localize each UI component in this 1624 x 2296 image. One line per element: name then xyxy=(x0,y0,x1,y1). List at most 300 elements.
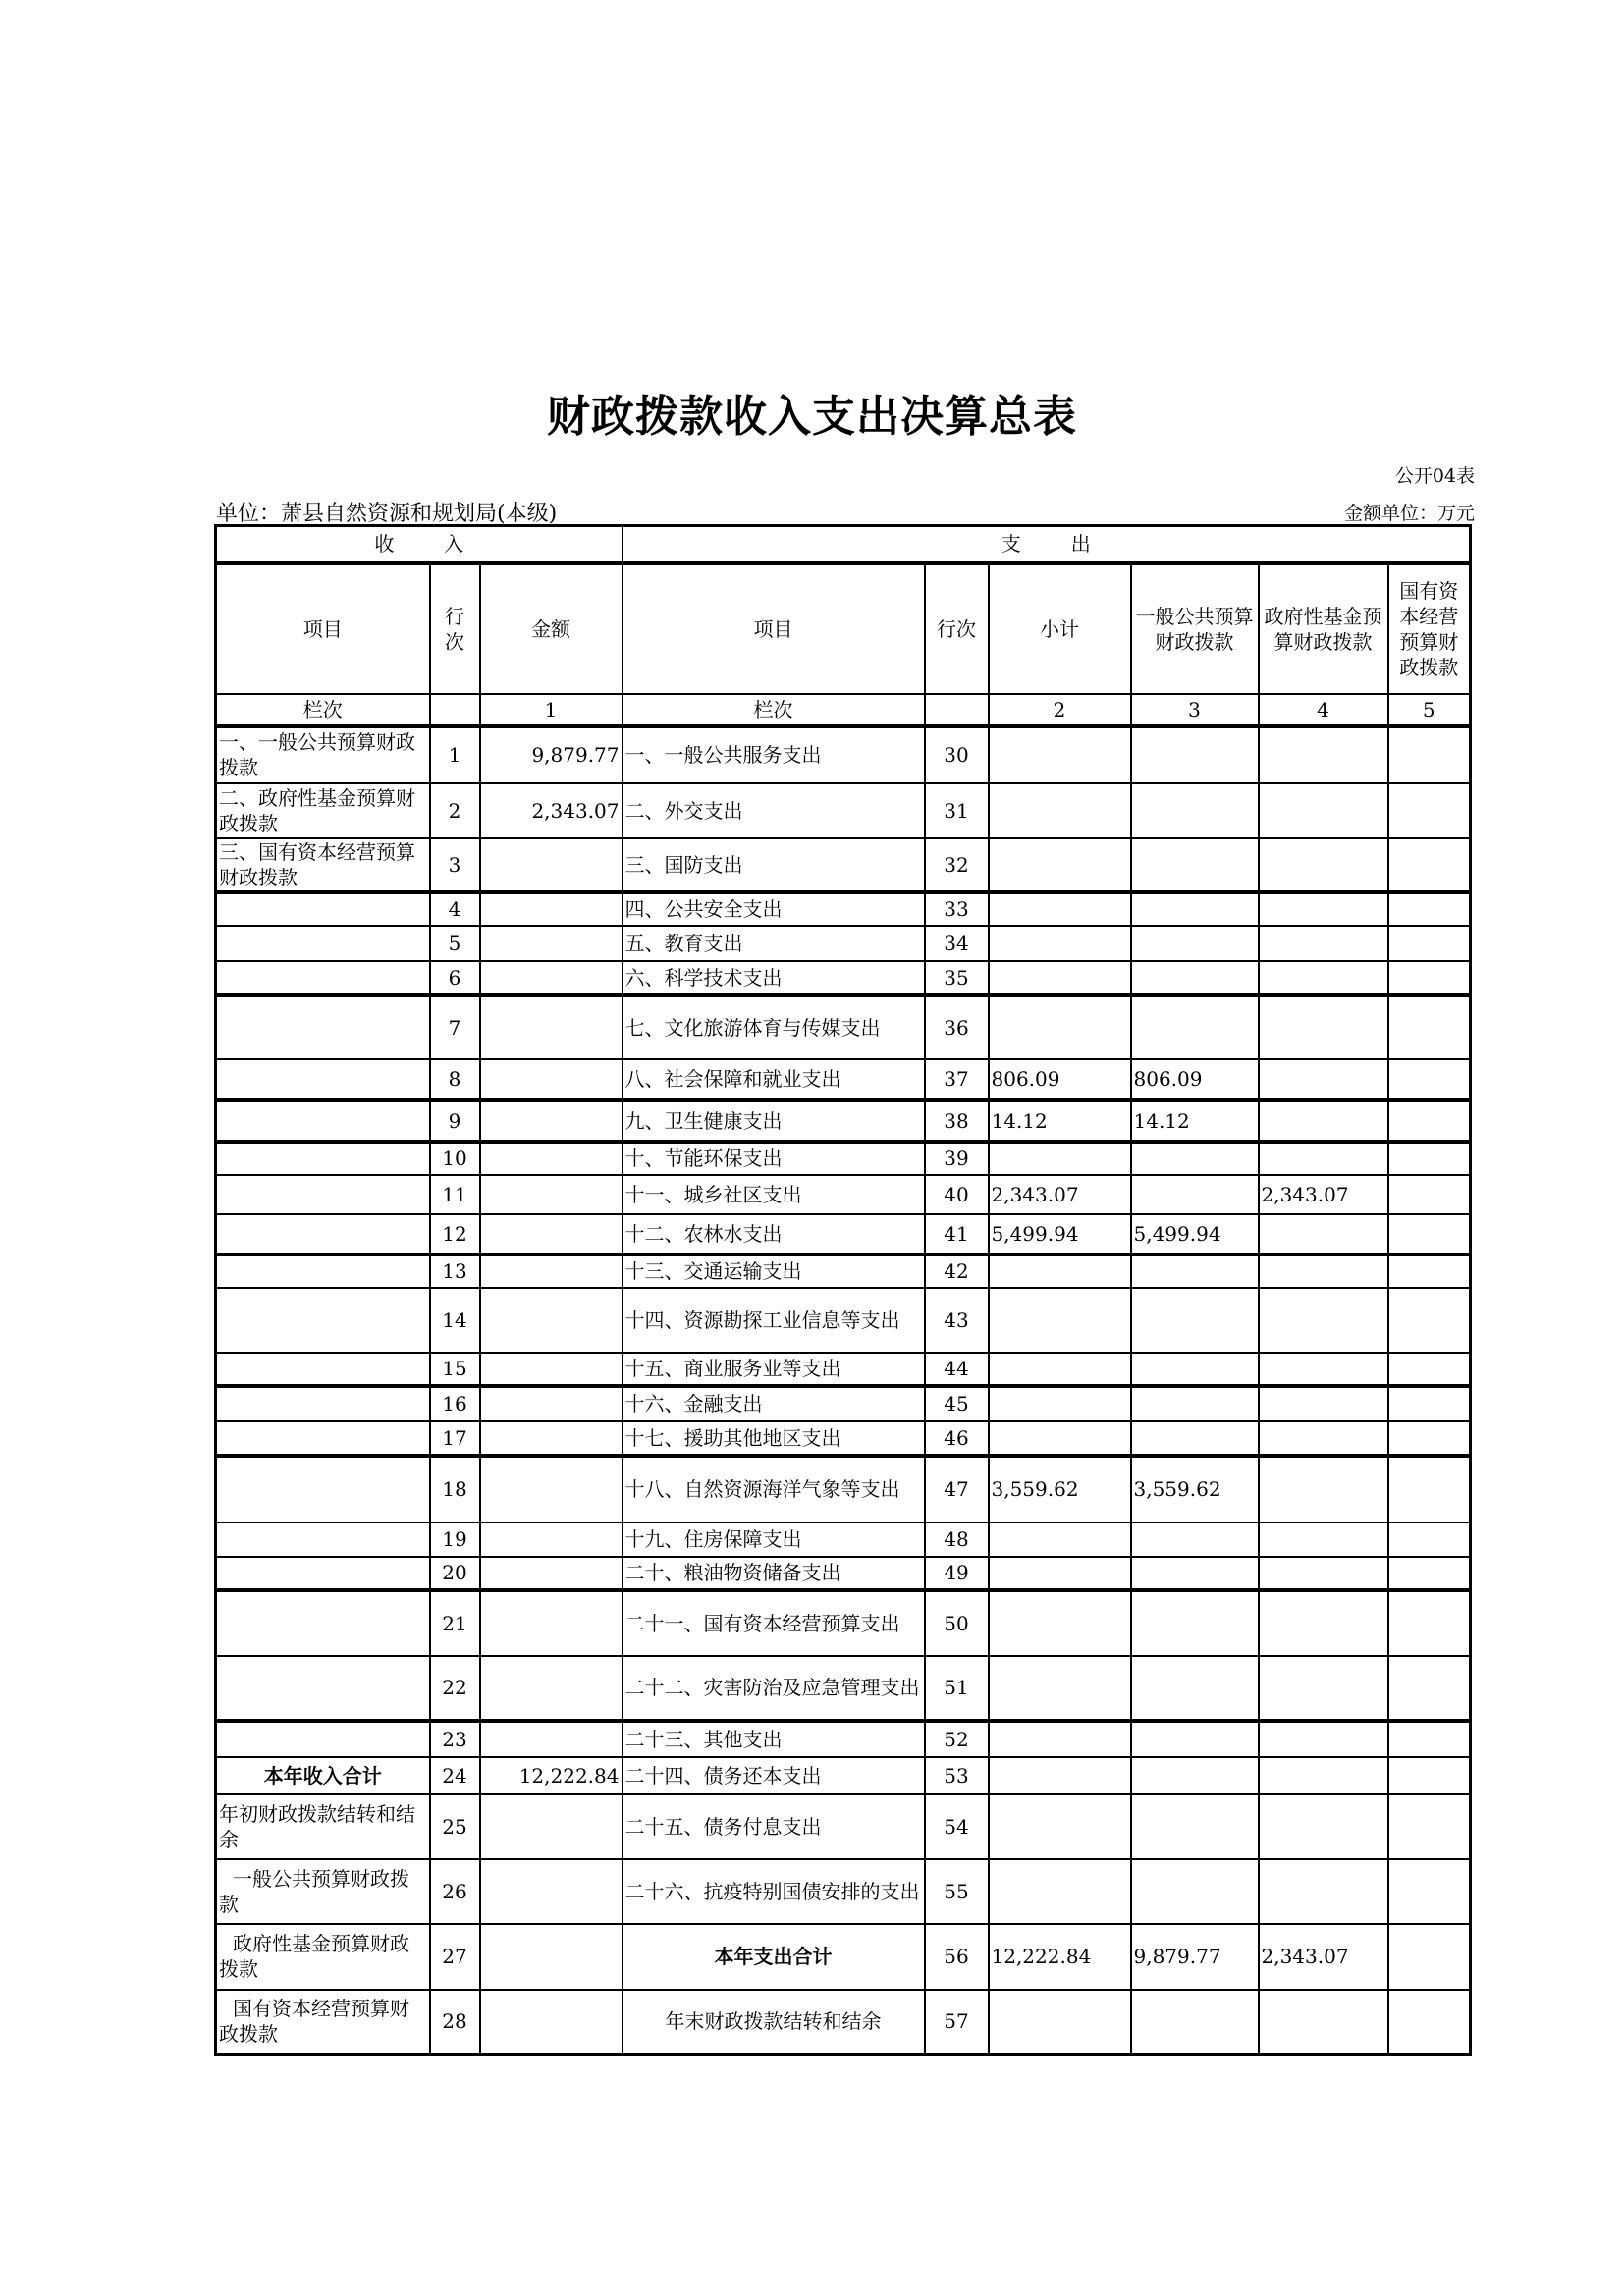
state-capital-amount xyxy=(1388,1421,1471,1456)
gov-fund-amount xyxy=(1259,926,1388,961)
expense-item: 七、文化旅游体育与传媒支出 xyxy=(623,995,925,1059)
income-amount: 9,879.77 xyxy=(480,726,623,783)
table-row xyxy=(216,1757,1471,1794)
income-row-number: 27 xyxy=(430,1924,480,1990)
col-header-general-budget: 一般公共预算财政拨款 xyxy=(1131,563,1259,694)
state-capital-amount xyxy=(1388,1590,1471,1656)
income-item xyxy=(216,1175,430,1214)
income-amount xyxy=(480,1100,623,1142)
gov-fund-amount xyxy=(1259,1100,1388,1142)
state-capital-amount xyxy=(1388,1288,1471,1353)
subtotal-amount xyxy=(989,838,1131,892)
state-capital-amount xyxy=(1388,1175,1471,1214)
income-item xyxy=(216,1214,430,1255)
col-header-expense-item: 项目 xyxy=(623,563,925,694)
subtotal-amount xyxy=(989,1656,1131,1721)
state-capital-amount xyxy=(1388,1255,1471,1288)
income-row-number: 21 xyxy=(430,1590,480,1656)
expense-item: 二十四、债务还本支出 xyxy=(623,1757,925,1794)
general-budget-amount xyxy=(1131,1175,1259,1214)
expense-item: 十八、自然资源海洋气象等支出 xyxy=(623,1456,925,1522)
expense-row-number: 40 xyxy=(925,1175,989,1214)
income-row-number: 1 xyxy=(430,726,480,783)
expense-row-number: 47 xyxy=(925,1456,989,1522)
income-amount xyxy=(480,1214,623,1255)
gov-fund-amount xyxy=(1259,1590,1388,1656)
gov-fund-amount xyxy=(1259,1721,1388,1757)
general-budget-amount xyxy=(1131,1421,1259,1456)
income-amount xyxy=(480,1353,623,1386)
expense-item: 二、外交支出 xyxy=(623,783,925,838)
expense-row-number: 52 xyxy=(925,1721,989,1757)
table-row xyxy=(216,1142,1471,1175)
income-row-number: 25 xyxy=(430,1794,480,1859)
expense-row-number: 31 xyxy=(925,783,989,838)
gov-fund-amount xyxy=(1259,1214,1388,1255)
gov-fund-amount: 2,343.07 xyxy=(1259,1924,1388,1990)
income-amount xyxy=(480,1255,623,1288)
general-budget-amount: 5,499.94 xyxy=(1131,1214,1259,1255)
expense-row-number: 43 xyxy=(925,1288,989,1353)
general-budget-amount xyxy=(1131,1288,1259,1353)
income-item: 三、国有资本经营预算财政拨款 xyxy=(216,838,430,892)
general-budget-amount xyxy=(1131,783,1259,838)
expense-item: 十三、交通运输支出 xyxy=(623,1255,925,1288)
income-amount xyxy=(480,961,623,995)
subtotal-amount xyxy=(989,1421,1131,1456)
state-capital-amount xyxy=(1388,1757,1471,1794)
subtotal-amount xyxy=(989,1288,1131,1353)
general-budget-amount xyxy=(1131,995,1259,1059)
income-amount xyxy=(480,1059,623,1100)
table-row xyxy=(216,1353,1471,1386)
expense-item: 本年支出合计 xyxy=(623,1924,925,1990)
col-header-gov-fund: 政府性基金预算财政拨款 xyxy=(1259,563,1388,694)
gov-fund-amount xyxy=(1259,1386,1388,1421)
expense-row-number: 49 xyxy=(925,1557,989,1590)
income-item: 一般公共预算财政拨款 xyxy=(216,1859,430,1924)
income-item: 国有资本经营预算财政拨款 xyxy=(216,1990,430,2055)
state-capital-amount xyxy=(1388,1794,1471,1859)
general-budget-amount xyxy=(1131,1353,1259,1386)
income-row-number: 23 xyxy=(430,1721,480,1757)
subtotal-amount: 806.09 xyxy=(989,1059,1131,1100)
expense-row-number: 46 xyxy=(925,1421,989,1456)
state-capital-amount xyxy=(1388,892,1471,926)
income-row-number: 11 xyxy=(430,1175,480,1214)
state-capital-amount xyxy=(1388,1924,1471,1990)
expense-item: 四、公共安全支出 xyxy=(623,892,925,926)
income-item xyxy=(216,1590,430,1656)
subtotal-amount xyxy=(989,1557,1131,1590)
expense-item: 三、国防支出 xyxy=(623,838,925,892)
subtotal-amount xyxy=(989,1590,1131,1656)
gov-fund-amount xyxy=(1259,1255,1388,1288)
general-budget-amount xyxy=(1131,1142,1259,1175)
income-row-number: 22 xyxy=(430,1656,480,1721)
subtotal-amount xyxy=(989,1142,1131,1175)
gov-fund-amount xyxy=(1259,892,1388,926)
expense-row-number: 51 xyxy=(925,1656,989,1721)
income-amount xyxy=(480,1859,623,1924)
state-capital-amount xyxy=(1388,961,1471,995)
subtotal-amount: 2,343.07 xyxy=(989,1175,1131,1214)
table-row xyxy=(216,1794,1471,1859)
currency-unit: 金额单位：万元 xyxy=(1343,503,1475,524)
income-row-number: 10 xyxy=(430,1142,480,1175)
income-amount xyxy=(480,892,623,926)
subtotal-amount xyxy=(989,1794,1131,1859)
subtotal-amount xyxy=(989,726,1131,783)
income-amount xyxy=(480,1175,623,1214)
state-capital-amount xyxy=(1388,1386,1471,1421)
general-budget-amount xyxy=(1131,726,1259,783)
page-title: 财政拨款收入支出决算总表 xyxy=(547,392,1077,442)
income-item xyxy=(216,1386,430,1421)
state-capital-amount xyxy=(1388,926,1471,961)
income-item xyxy=(216,1421,430,1456)
gov-fund-amount xyxy=(1259,1142,1388,1175)
state-capital-amount xyxy=(1388,726,1471,783)
subtotal-amount: 14.12 xyxy=(989,1100,1131,1142)
income-row-number: 18 xyxy=(430,1456,480,1522)
expense-row-number: 55 xyxy=(925,1859,989,1924)
state-capital-amount xyxy=(1388,1721,1471,1757)
income-item xyxy=(216,1255,430,1288)
income-item xyxy=(216,995,430,1059)
income-item: 二、政府性基金预算财政拨款 xyxy=(216,783,430,838)
state-capital-amount xyxy=(1388,1353,1471,1386)
income-amount xyxy=(480,1288,623,1353)
gov-fund-amount xyxy=(1259,995,1388,1059)
table-row xyxy=(216,1175,1471,1214)
expense-row-number: 53 xyxy=(925,1757,989,1794)
table-row xyxy=(216,1288,1471,1353)
income-row-number: 7 xyxy=(430,995,480,1059)
state-capital-amount xyxy=(1388,838,1471,892)
subtotal-amount xyxy=(989,1721,1131,1757)
gov-fund-amount xyxy=(1259,1288,1388,1353)
income-amount xyxy=(480,1142,623,1175)
expense-item: 十五、商业服务业等支出 xyxy=(623,1353,925,1386)
income-row-number: 6 xyxy=(430,961,480,995)
income-amount: 12,222.84 xyxy=(480,1757,623,1794)
expense-item: 十九、住房保障支出 xyxy=(623,1522,925,1557)
expense-item: 十二、农林水支出 xyxy=(623,1214,925,1255)
income-amount xyxy=(480,1557,623,1590)
expense-row-number: 39 xyxy=(925,1142,989,1175)
income-amount xyxy=(480,1456,623,1522)
general-budget-amount xyxy=(1131,1721,1259,1757)
income-item xyxy=(216,1059,430,1100)
income-amount xyxy=(480,1421,623,1456)
subtotal-amount xyxy=(989,783,1131,838)
subtotal-amount: 5,499.94 xyxy=(989,1214,1131,1255)
gov-fund-amount xyxy=(1259,1859,1388,1924)
subtotal-amount xyxy=(989,1386,1131,1421)
form-number: 公开04表 xyxy=(1394,465,1475,487)
general-budget-amount: 14.12 xyxy=(1131,1100,1259,1142)
income-amount xyxy=(480,1522,623,1557)
expense-row-number: 34 xyxy=(925,926,989,961)
table-row xyxy=(216,892,1471,926)
table-row xyxy=(216,1421,1471,1456)
index-blank-expense-row xyxy=(925,694,989,726)
subtotal-amount xyxy=(989,1255,1131,1288)
expense-row-number: 56 xyxy=(925,1924,989,1990)
table-row xyxy=(216,995,1471,1059)
income-row-number: 13 xyxy=(430,1255,480,1288)
expense-item: 一、一般公共服务支出 xyxy=(623,726,925,783)
general-budget-amount xyxy=(1131,1386,1259,1421)
income-item xyxy=(216,961,430,995)
table-row xyxy=(216,1059,1471,1100)
expense-group-header: 支 出 xyxy=(623,526,1471,563)
expense-row-number: 30 xyxy=(925,726,989,783)
income-row-number: 15 xyxy=(430,1353,480,1386)
state-capital-amount xyxy=(1388,1859,1471,1924)
expense-item: 六、科学技术支出 xyxy=(623,961,925,995)
expense-item: 十六、金融支出 xyxy=(623,1386,925,1421)
expense-item: 二十一、国有资本经营预算支出 xyxy=(623,1590,925,1656)
state-capital-amount xyxy=(1388,1456,1471,1522)
income-item xyxy=(216,892,430,926)
income-row-number: 28 xyxy=(430,1990,480,2055)
expense-row-number: 57 xyxy=(925,1990,989,2055)
income-amount: 2,343.07 xyxy=(480,783,623,838)
general-budget-amount: 9,879.77 xyxy=(1131,1924,1259,1990)
income-item xyxy=(216,1142,430,1175)
state-capital-amount xyxy=(1388,1990,1471,2055)
income-row-number: 19 xyxy=(430,1522,480,1557)
table-row xyxy=(216,1590,1471,1656)
gov-fund-amount xyxy=(1259,783,1388,838)
subtotal-amount xyxy=(989,892,1131,926)
expense-row-number: 44 xyxy=(925,1353,989,1386)
gov-fund-amount xyxy=(1259,1990,1388,2055)
gov-fund-amount xyxy=(1259,1353,1388,1386)
expense-item: 九、卫生健康支出 xyxy=(623,1100,925,1142)
income-amount xyxy=(480,1721,623,1757)
expense-row-number: 36 xyxy=(925,995,989,1059)
col-header-expense-row: 行次 xyxy=(925,563,989,694)
index-label-income: 栏次 xyxy=(216,694,430,726)
general-budget-amount xyxy=(1131,1522,1259,1557)
subtotal-amount xyxy=(989,1990,1131,2055)
state-capital-amount xyxy=(1388,1557,1471,1590)
col-header-income-row: 行次 xyxy=(430,563,480,694)
expense-row-number: 38 xyxy=(925,1100,989,1142)
income-item xyxy=(216,1100,430,1142)
income-item xyxy=(216,1456,430,1522)
income-item xyxy=(216,1353,430,1386)
income-item: 年初财政拨款结转和结余 xyxy=(216,1794,430,1859)
table-row xyxy=(216,1924,1471,1990)
income-amount xyxy=(480,1794,623,1859)
final-accounts-table xyxy=(214,524,1472,2056)
table-row xyxy=(216,961,1471,995)
subtotal-amount xyxy=(989,1859,1131,1924)
income-item xyxy=(216,1288,430,1353)
income-item: 一、一般公共预算财政拨款 xyxy=(216,726,430,783)
state-capital-amount xyxy=(1388,783,1471,838)
expense-row-number: 54 xyxy=(925,1794,989,1859)
income-item xyxy=(216,1656,430,1721)
income-amount xyxy=(480,926,623,961)
expense-row-number: 35 xyxy=(925,961,989,995)
general-budget-amount: 3,559.62 xyxy=(1131,1456,1259,1522)
income-item xyxy=(216,1721,430,1757)
subtotal-amount xyxy=(989,1757,1131,1794)
income-row-number: 20 xyxy=(430,1557,480,1590)
expense-item: 五、教育支出 xyxy=(623,926,925,961)
expense-row-number: 37 xyxy=(925,1059,989,1100)
expense-row-number: 48 xyxy=(925,1522,989,1557)
income-row-number: 24 xyxy=(430,1757,480,1794)
state-capital-amount xyxy=(1388,1142,1471,1175)
state-capital-amount xyxy=(1388,995,1471,1059)
index-4: 4 xyxy=(1259,694,1388,726)
index-5: 5 xyxy=(1388,694,1471,726)
expense-row-number: 33 xyxy=(925,892,989,926)
general-budget-amount xyxy=(1131,1590,1259,1656)
state-capital-amount xyxy=(1388,1214,1471,1255)
expense-item: 十七、援助其他地区支出 xyxy=(623,1421,925,1456)
income-row-number: 5 xyxy=(430,926,480,961)
subtotal-amount xyxy=(989,961,1131,995)
table-row xyxy=(216,1100,1471,1142)
col-header-amount: 金额 xyxy=(480,563,623,694)
income-amount xyxy=(480,1990,623,2055)
expense-item: 二十、粮油物资储备支出 xyxy=(623,1557,925,1590)
expense-row-number: 42 xyxy=(925,1255,989,1288)
expense-row-number: 41 xyxy=(925,1214,989,1255)
expense-row-number: 32 xyxy=(925,838,989,892)
general-budget-amount xyxy=(1131,1794,1259,1859)
general-budget-amount xyxy=(1131,926,1259,961)
state-capital-amount xyxy=(1388,1100,1471,1142)
expense-item: 二十二、灾害防治及应急管理支出 xyxy=(623,1656,925,1721)
general-budget-amount xyxy=(1131,1656,1259,1721)
expense-item: 十四、资源勘探工业信息等支出 xyxy=(623,1288,925,1353)
subtotal-amount: 12,222.84 xyxy=(989,1924,1131,1990)
subtotal-amount xyxy=(989,995,1131,1059)
income-item xyxy=(216,1522,430,1557)
table-row xyxy=(216,1255,1471,1288)
income-amount xyxy=(480,1386,623,1421)
gov-fund-amount xyxy=(1259,1522,1388,1557)
general-budget-amount xyxy=(1131,1990,1259,2055)
income-amount xyxy=(480,995,623,1059)
income-row-number: 26 xyxy=(430,1859,480,1924)
income-amount xyxy=(480,1924,623,1990)
general-budget-amount xyxy=(1131,1859,1259,1924)
subtotal-amount xyxy=(989,1522,1131,1557)
table-row xyxy=(216,926,1471,961)
gov-fund-amount xyxy=(1259,1656,1388,1721)
table-row xyxy=(216,1522,1471,1557)
gov-fund-amount xyxy=(1259,1059,1388,1100)
subtotal-amount: 3,559.62 xyxy=(989,1456,1131,1522)
income-group-header: 收 入 xyxy=(216,526,623,563)
gov-fund-amount xyxy=(1259,1757,1388,1794)
table-row xyxy=(216,1386,1471,1421)
income-row-number: 4 xyxy=(430,892,480,926)
col-header-state-capital: 国有资本经营预算财政拨款 xyxy=(1388,563,1471,694)
income-row-number: 16 xyxy=(430,1386,480,1421)
income-row-number: 12 xyxy=(430,1214,480,1255)
income-item: 政府性基金预算财政拨款 xyxy=(216,1924,430,1990)
gov-fund-amount xyxy=(1259,1421,1388,1456)
reporting-unit: 单位：萧县自然资源和规划局(本级) xyxy=(216,502,558,526)
index-1: 1 xyxy=(480,694,623,726)
gov-fund-amount xyxy=(1259,961,1388,995)
gov-fund-amount xyxy=(1259,1794,1388,1859)
expense-item: 二十三、其他支出 xyxy=(623,1721,925,1757)
table-row xyxy=(216,1859,1471,1924)
index-blank-income-row xyxy=(430,694,480,726)
table-row xyxy=(216,726,1471,783)
general-budget-amount xyxy=(1131,961,1259,995)
table-row xyxy=(216,1456,1471,1522)
table-row xyxy=(216,1214,1471,1255)
income-item xyxy=(216,1557,430,1590)
table-row xyxy=(216,783,1471,838)
income-row-number: 2 xyxy=(430,783,480,838)
expense-item: 二十六、抗疫特别国债安排的支出 xyxy=(623,1859,925,1924)
income-row-number: 9 xyxy=(430,1100,480,1142)
table-row xyxy=(216,1557,1471,1590)
table-row xyxy=(216,1990,1471,2055)
income-item: 本年收入合计 xyxy=(216,1757,430,1794)
table-row xyxy=(216,1721,1471,1757)
general-budget-amount xyxy=(1131,1557,1259,1590)
table-row xyxy=(216,1656,1471,1721)
expense-item: 年末财政拨款结转和结余 xyxy=(623,1990,925,2055)
table-row xyxy=(216,838,1471,892)
expense-item: 十一、城乡社区支出 xyxy=(623,1175,925,1214)
index-3: 3 xyxy=(1131,694,1259,726)
income-row-number: 14 xyxy=(430,1288,480,1353)
col-header-income-item: 项目 xyxy=(216,563,430,694)
gov-fund-amount xyxy=(1259,1456,1388,1522)
state-capital-amount xyxy=(1388,1656,1471,1721)
general-budget-amount xyxy=(1131,892,1259,926)
state-capital-amount xyxy=(1388,1059,1471,1100)
subtotal-amount xyxy=(989,926,1131,961)
subtotal-amount xyxy=(989,1353,1131,1386)
income-item xyxy=(216,926,430,961)
income-row-number: 17 xyxy=(430,1421,480,1456)
gov-fund-amount xyxy=(1259,838,1388,892)
gov-fund-amount xyxy=(1259,1557,1388,1590)
col-header-subtotal: 小计 xyxy=(989,563,1131,694)
expense-item: 八、社会保障和就业支出 xyxy=(623,1059,925,1100)
expense-item: 十、节能环保支出 xyxy=(623,1142,925,1175)
expense-row-number: 45 xyxy=(925,1386,989,1421)
gov-fund-amount: 2,343.07 xyxy=(1259,1175,1388,1214)
expense-item: 二十五、债务付息支出 xyxy=(623,1794,925,1859)
income-row-number: 3 xyxy=(430,838,480,892)
income-amount xyxy=(480,1590,623,1656)
income-amount xyxy=(480,1656,623,1721)
general-budget-amount xyxy=(1131,838,1259,892)
general-budget-amount: 806.09 xyxy=(1131,1059,1259,1100)
income-row-number: 8 xyxy=(430,1059,480,1100)
income-amount xyxy=(480,838,623,892)
gov-fund-amount xyxy=(1259,726,1388,783)
general-budget-amount xyxy=(1131,1255,1259,1288)
